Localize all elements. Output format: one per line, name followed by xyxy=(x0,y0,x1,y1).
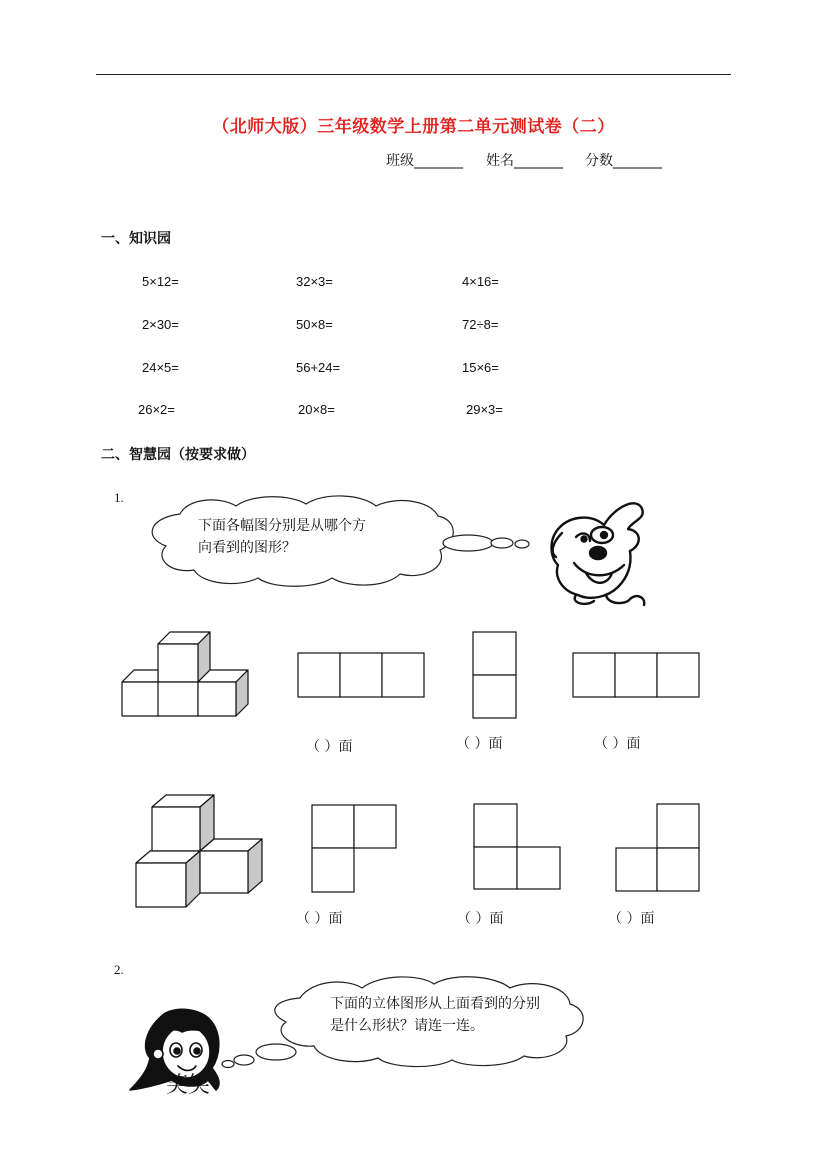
score-field: 分数_______ xyxy=(585,153,662,169)
answer-blank[interactable]: （ ）面 xyxy=(608,911,655,927)
view-l-shape-3 xyxy=(615,803,701,893)
problem-item: 5×12= xyxy=(142,274,179,289)
problem-item: 15×6= xyxy=(462,360,499,375)
problem-item: 56+24= xyxy=(296,360,341,375)
question-1-number: 1. xyxy=(114,490,124,505)
top-rule xyxy=(96,74,731,75)
problem-item: 29×3= xyxy=(466,402,503,417)
answer-blank[interactable]: （ ）面 xyxy=(457,911,504,927)
section2-heading: 二、智慧园（按要求做） xyxy=(101,447,255,463)
bubble-1-line2: 向看到的图形？ xyxy=(198,540,296,556)
problem-item: 4×16= xyxy=(462,274,499,289)
view-three-squares-1 xyxy=(297,652,425,698)
problem-item: 32×3= xyxy=(296,274,333,289)
section1-heading: 一、知识园 xyxy=(101,231,171,247)
answer-blank[interactable]: （ ）面 xyxy=(296,911,343,927)
question-2-number: 2. xyxy=(114,962,124,977)
page-title: （北师大版）三年级数学上册第二单元测试卷（二） xyxy=(212,117,615,137)
view-l-shape-1 xyxy=(311,804,397,894)
problem-item: 24×5= xyxy=(142,360,179,375)
problem-item: 20×8= xyxy=(298,402,335,417)
view-three-squares-2 xyxy=(572,652,700,698)
cube-stack-1 xyxy=(120,630,252,720)
class-field: 班级_______ xyxy=(386,153,463,169)
view-two-stacked-squares xyxy=(472,631,518,719)
answer-blank[interactable]: （ ）面 xyxy=(594,736,641,752)
bubble-2-line2: 是什么形状？请连一连。 xyxy=(330,1018,484,1034)
bubble-2-line1: 下面的立体图形从上面看到的分别 xyxy=(330,996,540,1012)
problem-item: 26×2= xyxy=(138,402,175,417)
problem-item: 2×30= xyxy=(142,317,179,332)
dog-illustration xyxy=(546,495,650,609)
answer-blank[interactable]: （ ）面 xyxy=(306,739,353,755)
cube-stack-2 xyxy=(134,793,264,911)
bubble-1-line1: 下面各幅图分别是从哪个方 xyxy=(198,518,366,534)
answer-blank[interactable]: （ ）面 xyxy=(456,736,503,752)
view-l-shape-2 xyxy=(473,803,563,891)
problem-item: 50×8= xyxy=(296,317,333,332)
girl-caption: 笑笑 xyxy=(166,1073,211,1098)
name-field: 姓名_______ xyxy=(486,153,563,169)
problem-item: 72÷8= xyxy=(462,317,499,332)
